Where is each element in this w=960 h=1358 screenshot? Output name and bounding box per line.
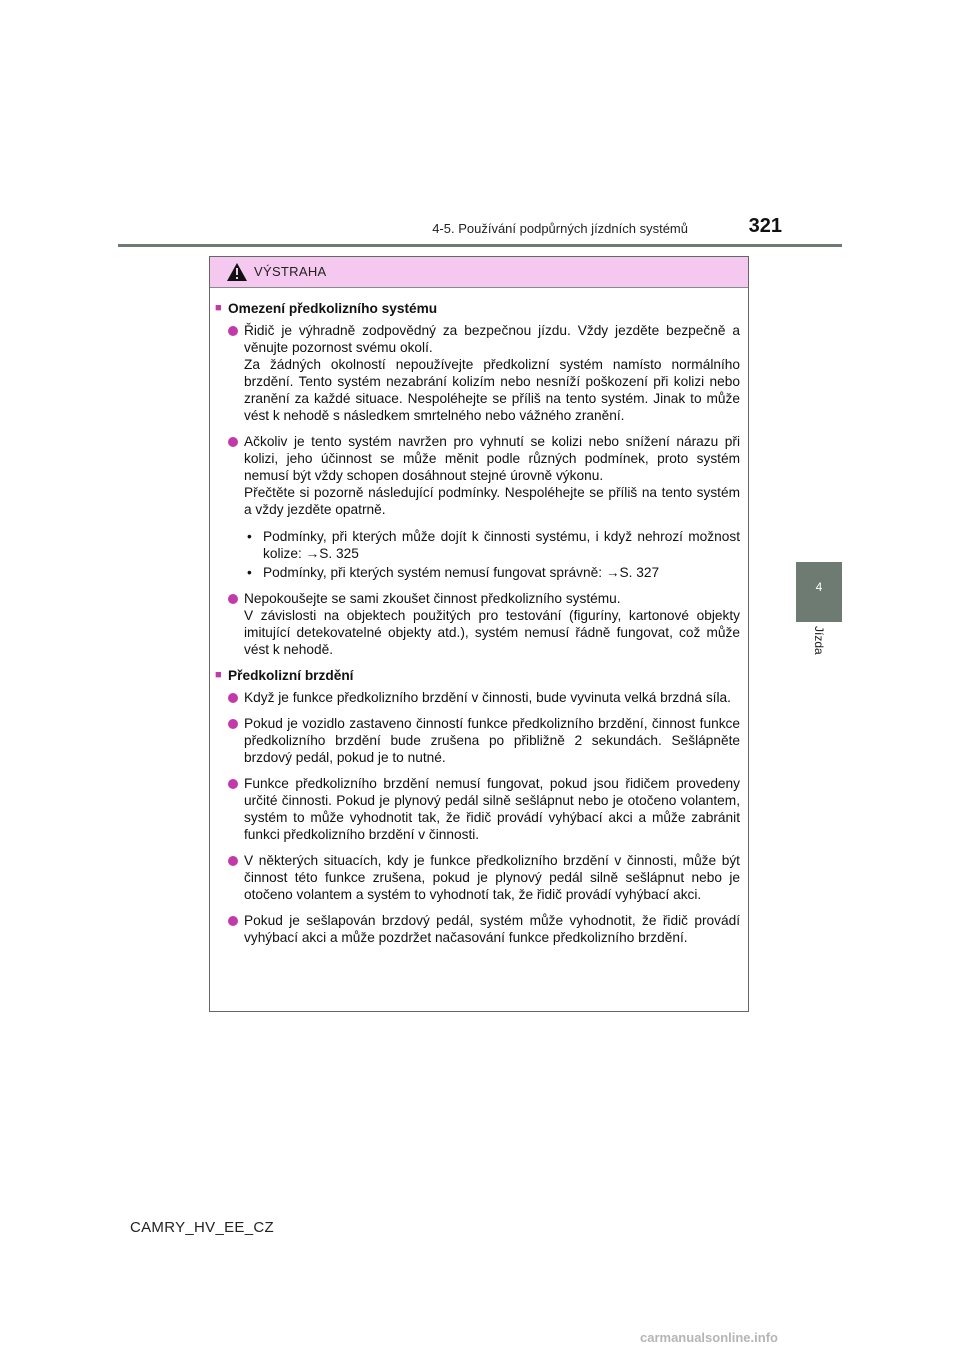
section-title-text: Předkolizní brzdění	[228, 668, 354, 683]
bullet-item	[215, 852, 740, 903]
bullet-text	[244, 912, 740, 946]
square-marker-icon: ■	[215, 669, 222, 681]
chapter-label: Jízda	[812, 626, 826, 655]
dot-bullet-icon	[228, 916, 238, 926]
sub-item	[244, 528, 740, 562]
warning-section	[215, 300, 740, 658]
chapter-tab	[796, 562, 842, 622]
sub-bullet-icon: •	[247, 529, 252, 544]
sub-item	[244, 564, 740, 581]
warning-triangle-icon	[226, 262, 248, 282]
dot-bullet-icon	[228, 693, 238, 703]
square-marker-icon: ■	[215, 302, 222, 314]
bullet-item	[215, 433, 740, 581]
section-title	[215, 300, 740, 317]
warning-section	[215, 667, 740, 946]
warning-header	[210, 257, 748, 288]
bullet-text	[244, 852, 740, 903]
bullet-text	[244, 689, 740, 706]
bullet-paragraph: Funkce předkolizního brzdění nemusí fungovat, pokud jsou řidičem provedeny určité činnosti. Pokud je plynový pedál silně sešlápnut nebo je otočeno volantem, systém to může vyhodnotit tak, že řidič provádí vyhýbací akci a může zabránit funkci předkolizního brzdění v činnosti.	[244, 776, 740, 842]
chapter-number: 4	[815, 580, 823, 594]
header-divider	[118, 244, 842, 247]
bullet-text	[244, 322, 740, 424]
bullet-paragraph: Řidič je výhradně zodpovědný za bezpečnou jízdu. Vždy jezděte bezpečně a věnujte pozornost svému okolí.	[244, 323, 740, 355]
warning-body	[210, 288, 748, 946]
bullet-paragraph: Přečtěte si pozorně následující podmínky. Nespoléhejte se příliš na tento systém a vždy jezděte opatrně.	[244, 485, 740, 517]
section-header-title: 4-5. Používání podpůrných jízdních systémů	[432, 221, 688, 236]
dot-bullet-icon	[228, 594, 238, 604]
page-number: 321	[748, 215, 782, 237]
bullet-paragraph: Pokud je sešlapován brzdový pedál, systém může vyhodnotit, že řidič provádí vyhýbací akci a může pozdržet načasování funkce předkolizního brzdění.	[244, 913, 740, 945]
bullet-text	[244, 433, 740, 581]
section-title	[215, 667, 740, 684]
bullet-paragraph: V závislosti na objektech použitých pro testování (figuríny, kartonové objekty imitující detekovatelné objekty atd.), systém nemusí řádně fungovat, což může vést k nehodě.	[244, 608, 740, 657]
sub-item-text: Podmínky, při kterých systém nemusí fungovat správně: →S. 327	[263, 565, 660, 580]
bullet-paragraph: V některých situacích, kdy je funkce předkolizního brzdění v činnosti, může být činnost této funkce zrušena, pokud je plynový pedál silně sešlápnut nebo je otočeno volantem a systém to vyhodnotí tak, že řidič provádí vyhýbací akci.	[244, 853, 740, 902]
dot-bullet-icon	[228, 437, 238, 447]
bullet-item	[215, 912, 740, 946]
bullet-item	[215, 715, 740, 766]
bullet-paragraph: Nepokoušejte se sami zkoušet činnost předkolizního systému.	[244, 591, 621, 606]
sub-bullet-icon: •	[247, 565, 252, 580]
bullet-item	[215, 590, 740, 658]
bullet-text	[244, 715, 740, 766]
bullet-paragraph: Pokud je vozidlo zastaveno činností funkce předkolizního brzdění, činnost funkce předkolizního brzdění bude zrušena po přibližně 2 sekundách. Sešlápněte brzdový pedál, pokud je to nutné.	[244, 716, 740, 765]
bullet-text	[244, 775, 740, 843]
dot-bullet-icon	[228, 779, 238, 789]
sub-item-text: Podmínky, při kterých může dojít k činnosti systému, i když nehrozí možnost kolize: →S. 325	[263, 529, 740, 561]
dot-bullet-icon	[228, 856, 238, 866]
bullet-paragraph: Za žádných okolností nepoužívejte předkolizní systém namísto normálního brzdění. Tento systém nezabrání kolizím nebo nesníží poškození při kolizi nebo zranění za každé situace. Nespoléhejte se příliš na tento systém. Jinak to může vést k nehodě s následkem smrtelného nebo vážného zranění.	[244, 357, 740, 423]
bullet-item	[215, 689, 740, 706]
dot-bullet-icon	[228, 719, 238, 729]
watermark: carmanualsonline.info	[640, 1330, 778, 1345]
dot-bullet-icon	[228, 326, 238, 336]
document-code: CAMRY_HV_EE_CZ	[130, 1219, 274, 1236]
bullet-text	[244, 590, 740, 658]
bullet-item	[215, 775, 740, 843]
section-title-text: Omezení předkolizního systému	[228, 301, 438, 316]
warning-box	[209, 256, 749, 1012]
bullet-paragraph: Ačkoliv je tento systém navržen pro vyhnutí se kolizi nebo snížení nárazu při kolizi, jeho účinnost se může měnit podle různých podmínek, proto systém nemusí být vždy schopen dosáhnout stejné úrovně výkonu.	[244, 434, 740, 483]
bullet-paragraph: Když je funkce předkolizního brzdění v činnosti, bude vyvinuta velká brzdná síla.	[244, 690, 731, 705]
bullet-item	[215, 322, 740, 424]
warning-title: VÝSTRAHA	[254, 264, 327, 279]
